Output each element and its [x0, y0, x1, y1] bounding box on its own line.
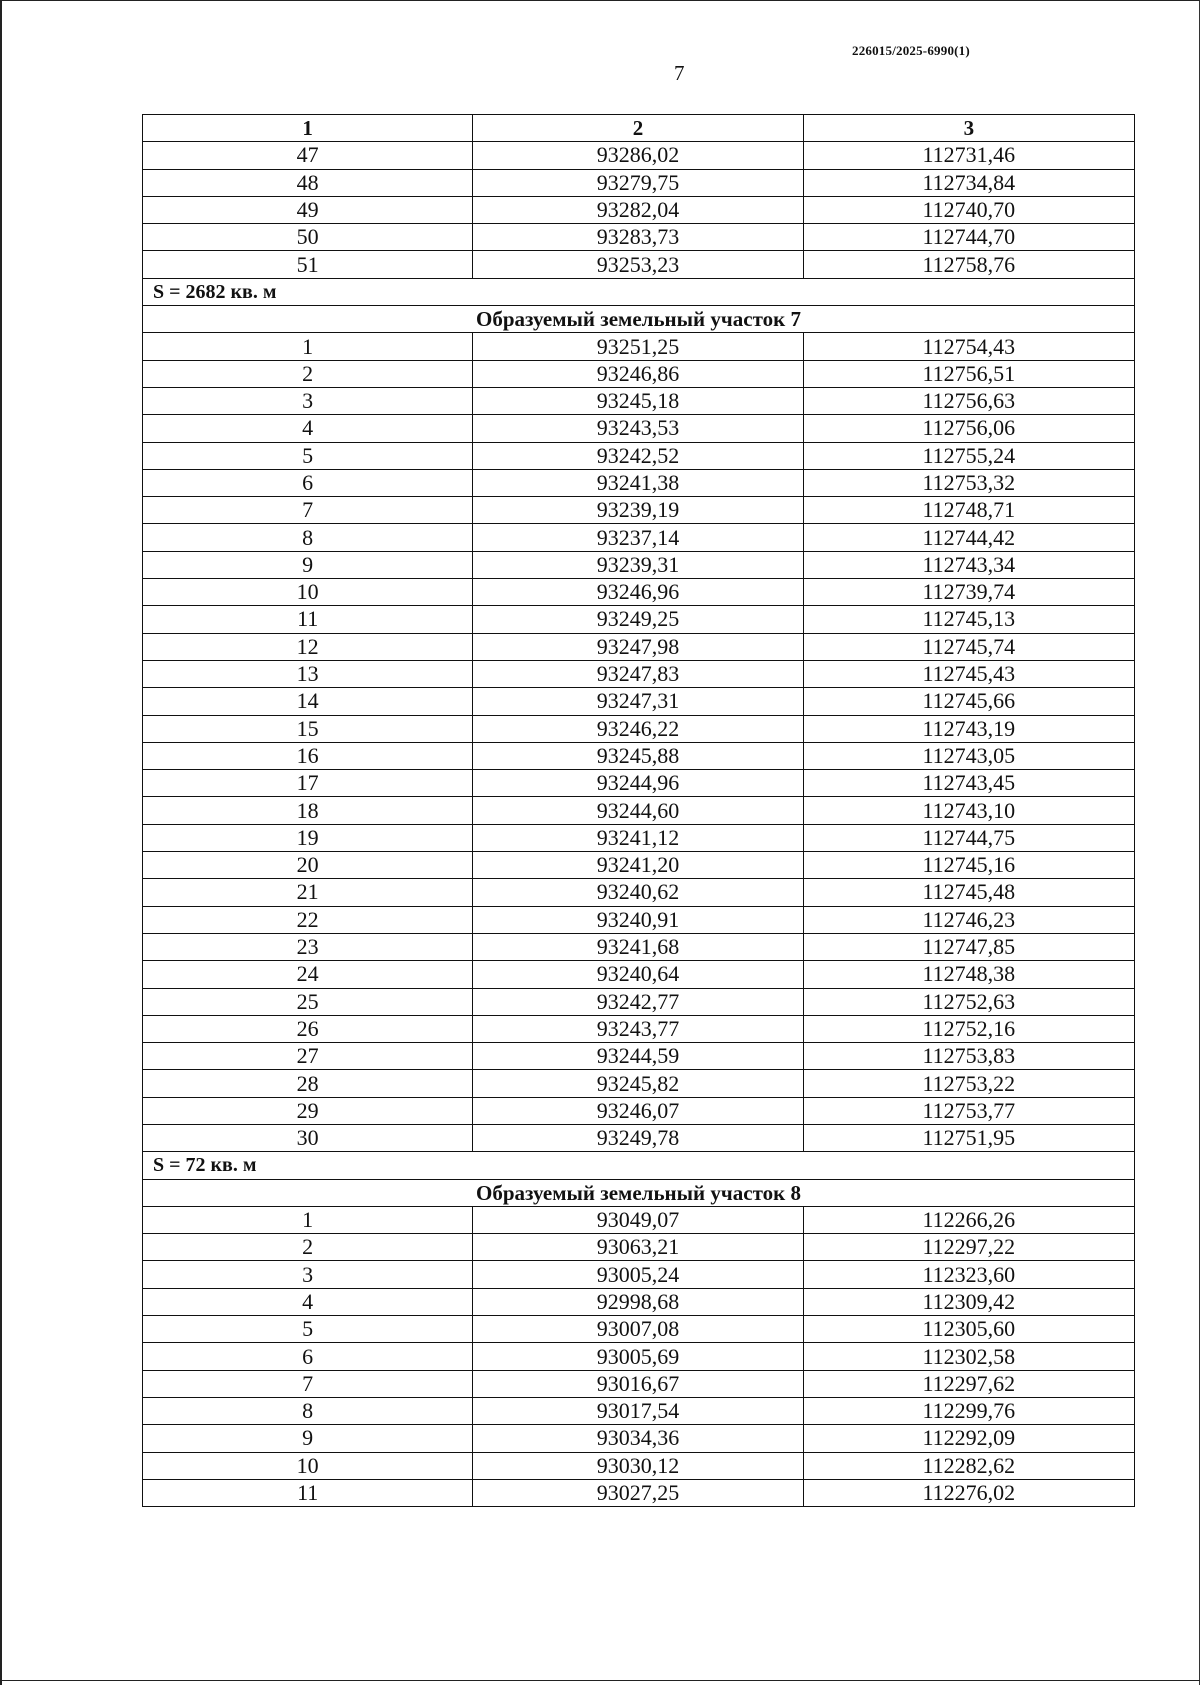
y-coordinate-cell: 112753,83: [803, 1043, 1134, 1070]
x-coordinate-cell: 93241,38: [473, 469, 803, 496]
x-coordinate-cell: 93245,82: [473, 1070, 803, 1097]
point-number-cell: 5: [143, 1316, 473, 1343]
table-row: [143, 524, 1135, 551]
y-coordinate-cell: 112731,46: [803, 142, 1134, 169]
table-row: [143, 333, 1135, 360]
point-number-cell: 1: [143, 1206, 473, 1233]
table-row: [143, 1043, 1135, 1070]
x-coordinate-cell: 93247,83: [473, 660, 803, 687]
x-coordinate-cell: 93242,52: [473, 442, 803, 469]
point-number-cell: 29: [143, 1097, 473, 1124]
point-number-cell: 3: [143, 387, 473, 414]
point-number-cell: 19: [143, 824, 473, 851]
x-coordinate-cell: 93241,68: [473, 933, 803, 960]
y-coordinate-cell: 112743,34: [803, 551, 1134, 578]
y-coordinate-cell: 112752,63: [803, 988, 1134, 1015]
point-number-cell: 9: [143, 551, 473, 578]
document-number: 226015/2025-6990(1): [852, 43, 970, 58]
x-coordinate-cell: 93049,07: [473, 1206, 803, 1233]
coordinates-table-body: [143, 115, 1135, 1507]
table-row: [143, 824, 1135, 851]
x-coordinate-cell: 93241,20: [473, 852, 803, 879]
x-coordinate-cell: 93243,53: [473, 415, 803, 442]
point-number-cell: 2: [143, 360, 473, 387]
point-number-cell: 23: [143, 933, 473, 960]
y-coordinate-cell: 112744,42: [803, 524, 1134, 551]
table-row: [143, 1316, 1135, 1343]
y-coordinate-cell: 112756,63: [803, 387, 1134, 414]
point-number-cell: 30: [143, 1124, 473, 1151]
table-row: [143, 1015, 1135, 1042]
point-number-cell: 11: [143, 606, 473, 633]
y-coordinate-cell: 112745,43: [803, 660, 1134, 687]
y-coordinate-cell: 112299,76: [803, 1397, 1134, 1424]
point-number-cell: 8: [143, 524, 473, 551]
table-row: [143, 251, 1135, 278]
point-number-cell: 20: [143, 852, 473, 879]
point-number-cell: 4: [143, 415, 473, 442]
x-coordinate-cell: 93247,31: [473, 688, 803, 715]
x-coordinate-cell: 93286,02: [473, 142, 803, 169]
x-coordinate-cell: 93240,62: [473, 879, 803, 906]
y-coordinate-cell: 112740,70: [803, 196, 1134, 223]
point-number-cell: 10: [143, 1452, 473, 1479]
table-row: [143, 906, 1135, 933]
point-number-cell: 12: [143, 633, 473, 660]
table-row: [143, 469, 1135, 496]
point-number-cell: 11: [143, 1479, 473, 1506]
point-number-cell: 2: [143, 1234, 473, 1261]
point-number-cell: 47: [143, 142, 473, 169]
point-number-cell: 49: [143, 196, 473, 223]
y-coordinate-cell: 112266,26: [803, 1206, 1134, 1233]
x-coordinate-cell: 93247,98: [473, 633, 803, 660]
point-number-cell: 6: [143, 1343, 473, 1370]
table-row: [143, 224, 1135, 251]
point-number-cell: 10: [143, 579, 473, 606]
table-row: [143, 606, 1135, 633]
point-number-cell: 14: [143, 688, 473, 715]
x-coordinate-cell: 93245,88: [473, 742, 803, 769]
x-coordinate-cell: 93237,14: [473, 524, 803, 551]
x-coordinate-cell: 93239,31: [473, 551, 803, 578]
table-row: [143, 1097, 1135, 1124]
x-coordinate-cell: 93283,73: [473, 224, 803, 251]
table-row: [143, 879, 1135, 906]
area-value: S = 2682 кв. м: [143, 278, 1135, 305]
table-row: [143, 1425, 1135, 1452]
plot-title-row: [143, 306, 1135, 333]
table-row: [143, 1261, 1135, 1288]
table-row: [143, 360, 1135, 387]
y-coordinate-cell: 112745,16: [803, 852, 1134, 879]
point-number-cell: 28: [143, 1070, 473, 1097]
x-coordinate-cell: 93279,75: [473, 169, 803, 196]
x-coordinate-cell: 93240,91: [473, 906, 803, 933]
x-coordinate-cell: 93245,18: [473, 387, 803, 414]
y-coordinate-cell: 112743,05: [803, 742, 1134, 769]
point-number-cell: 26: [143, 1015, 473, 1042]
table-row: [143, 1479, 1135, 1506]
area-row: [143, 1152, 1135, 1179]
x-coordinate-cell: 93246,96: [473, 579, 803, 606]
point-number-cell: 22: [143, 906, 473, 933]
y-coordinate-cell: 112297,62: [803, 1370, 1134, 1397]
point-number-cell: 17: [143, 770, 473, 797]
point-number-cell: 15: [143, 715, 473, 742]
x-coordinate-cell: 93240,64: [473, 961, 803, 988]
table-row: [143, 1124, 1135, 1151]
plot-title: Образуемый земельный участок 8: [143, 1179, 1135, 1206]
point-number-cell: 25: [143, 988, 473, 1015]
x-coordinate-cell: 93242,77: [473, 988, 803, 1015]
x-coordinate-cell: 93246,07: [473, 1097, 803, 1124]
x-coordinate-cell: 93282,04: [473, 196, 803, 223]
point-number-cell: 9: [143, 1425, 473, 1452]
y-coordinate-cell: 112734,84: [803, 169, 1134, 196]
y-coordinate-cell: 112751,95: [803, 1124, 1134, 1151]
coordinates-table: [142, 114, 1135, 1507]
y-coordinate-cell: 112297,22: [803, 1234, 1134, 1261]
table-row: [143, 1452, 1135, 1479]
table-row: [143, 579, 1135, 606]
x-coordinate-cell: 93251,25: [473, 333, 803, 360]
table-row: [143, 551, 1135, 578]
point-number-cell: 18: [143, 797, 473, 824]
table-row: [143, 961, 1135, 988]
y-coordinate-cell: 112745,66: [803, 688, 1134, 715]
area-row: [143, 278, 1135, 305]
y-coordinate-cell: 112754,43: [803, 333, 1134, 360]
y-coordinate-cell: 112745,48: [803, 879, 1134, 906]
x-coordinate-cell: 93246,22: [473, 715, 803, 742]
x-coordinate-cell: 93239,19: [473, 497, 803, 524]
point-number-cell: 51: [143, 251, 473, 278]
page-number: 7: [674, 61, 685, 85]
point-number-cell: 7: [143, 1370, 473, 1397]
plot-title: Образуемый земельный участок 7: [143, 306, 1135, 333]
x-coordinate-cell: 93007,08: [473, 1316, 803, 1343]
table-row: [143, 742, 1135, 769]
table-row: [143, 1234, 1135, 1261]
x-coordinate-cell: 93005,24: [473, 1261, 803, 1288]
y-coordinate-cell: 112748,71: [803, 497, 1134, 524]
table-row: [143, 988, 1135, 1015]
y-coordinate-cell: 112747,85: [803, 933, 1134, 960]
y-coordinate-cell: 112756,06: [803, 415, 1134, 442]
point-number-cell: 3: [143, 1261, 473, 1288]
table-row: [143, 142, 1135, 169]
column-header-y: 3: [803, 115, 1134, 142]
table-row: [143, 770, 1135, 797]
table-row: [143, 660, 1135, 687]
x-coordinate-cell: 93249,25: [473, 606, 803, 633]
x-coordinate-cell: 93253,23: [473, 251, 803, 278]
table-row: [143, 852, 1135, 879]
point-number-cell: 13: [143, 660, 473, 687]
y-coordinate-cell: 112282,62: [803, 1452, 1134, 1479]
x-coordinate-cell: 93241,12: [473, 824, 803, 851]
y-coordinate-cell: 112292,09: [803, 1425, 1134, 1452]
x-coordinate-cell: 93243,77: [473, 1015, 803, 1042]
point-number-cell: 24: [143, 961, 473, 988]
y-coordinate-cell: 112753,22: [803, 1070, 1134, 1097]
y-coordinate-cell: 112743,45: [803, 770, 1134, 797]
table-row: [143, 387, 1135, 414]
page-bottom-border: [2, 1680, 1200, 1681]
table-row: [143, 169, 1135, 196]
y-coordinate-cell: 112302,58: [803, 1343, 1134, 1370]
x-coordinate-cell: 93005,69: [473, 1343, 803, 1370]
table-row: [143, 415, 1135, 442]
x-coordinate-cell: 93249,78: [473, 1124, 803, 1151]
table-row: [143, 688, 1135, 715]
point-number-cell: 21: [143, 879, 473, 906]
y-coordinate-cell: 112323,60: [803, 1261, 1134, 1288]
point-number-cell: 50: [143, 224, 473, 251]
area-value: S = 72 кв. м: [143, 1152, 1135, 1179]
y-coordinate-cell: 112744,70: [803, 224, 1134, 251]
x-coordinate-cell: 93246,86: [473, 360, 803, 387]
x-coordinate-cell: 92998,68: [473, 1288, 803, 1315]
x-coordinate-cell: 93030,12: [473, 1452, 803, 1479]
point-number-cell: 27: [143, 1043, 473, 1070]
y-coordinate-cell: 112752,16: [803, 1015, 1134, 1042]
x-coordinate-cell: 93017,54: [473, 1397, 803, 1424]
y-coordinate-cell: 112746,23: [803, 906, 1134, 933]
table-row: [143, 1370, 1135, 1397]
table-row: [143, 1397, 1135, 1424]
y-coordinate-cell: 112758,76: [803, 251, 1134, 278]
y-coordinate-cell: 112744,75: [803, 824, 1134, 851]
table-header-row: [143, 115, 1135, 142]
point-number-cell: 7: [143, 497, 473, 524]
x-coordinate-cell: 93034,36: [473, 1425, 803, 1452]
x-coordinate-cell: 93244,60: [473, 797, 803, 824]
x-coordinate-cell: 93063,21: [473, 1234, 803, 1261]
point-number-cell: 6: [143, 469, 473, 496]
table-row: [143, 797, 1135, 824]
table-row: [143, 442, 1135, 469]
x-coordinate-cell: 93027,25: [473, 1479, 803, 1506]
y-coordinate-cell: 112745,74: [803, 633, 1134, 660]
point-number-cell: 5: [143, 442, 473, 469]
plot-title-row: [143, 1179, 1135, 1206]
point-number-cell: 8: [143, 1397, 473, 1424]
table-row: [143, 715, 1135, 742]
y-coordinate-cell: 112309,42: [803, 1288, 1134, 1315]
y-coordinate-cell: 112748,38: [803, 961, 1134, 988]
table-row: [143, 633, 1135, 660]
column-header-x: 2: [473, 115, 803, 142]
table-row: [143, 1070, 1135, 1097]
column-header-point: 1: [143, 115, 473, 142]
x-coordinate-cell: 93244,96: [473, 770, 803, 797]
table-row: [143, 1288, 1135, 1315]
y-coordinate-cell: 112305,60: [803, 1316, 1134, 1343]
y-coordinate-cell: 112739,74: [803, 579, 1134, 606]
table-row: [143, 933, 1135, 960]
table-row: [143, 196, 1135, 223]
y-coordinate-cell: 112276,02: [803, 1479, 1134, 1506]
y-coordinate-cell: 112743,19: [803, 715, 1134, 742]
y-coordinate-cell: 112743,10: [803, 797, 1134, 824]
point-number-cell: 48: [143, 169, 473, 196]
point-number-cell: 16: [143, 742, 473, 769]
table-row: [143, 1343, 1135, 1370]
y-coordinate-cell: 112755,24: [803, 442, 1134, 469]
table-row: [143, 1206, 1135, 1233]
table-row: [143, 497, 1135, 524]
y-coordinate-cell: 112756,51: [803, 360, 1134, 387]
y-coordinate-cell: 112753,32: [803, 469, 1134, 496]
x-coordinate-cell: 93016,67: [473, 1370, 803, 1397]
x-coordinate-cell: 93244,59: [473, 1043, 803, 1070]
point-number-cell: 4: [143, 1288, 473, 1315]
point-number-cell: 1: [143, 333, 473, 360]
y-coordinate-cell: 112745,13: [803, 606, 1134, 633]
y-coordinate-cell: 112753,77: [803, 1097, 1134, 1124]
